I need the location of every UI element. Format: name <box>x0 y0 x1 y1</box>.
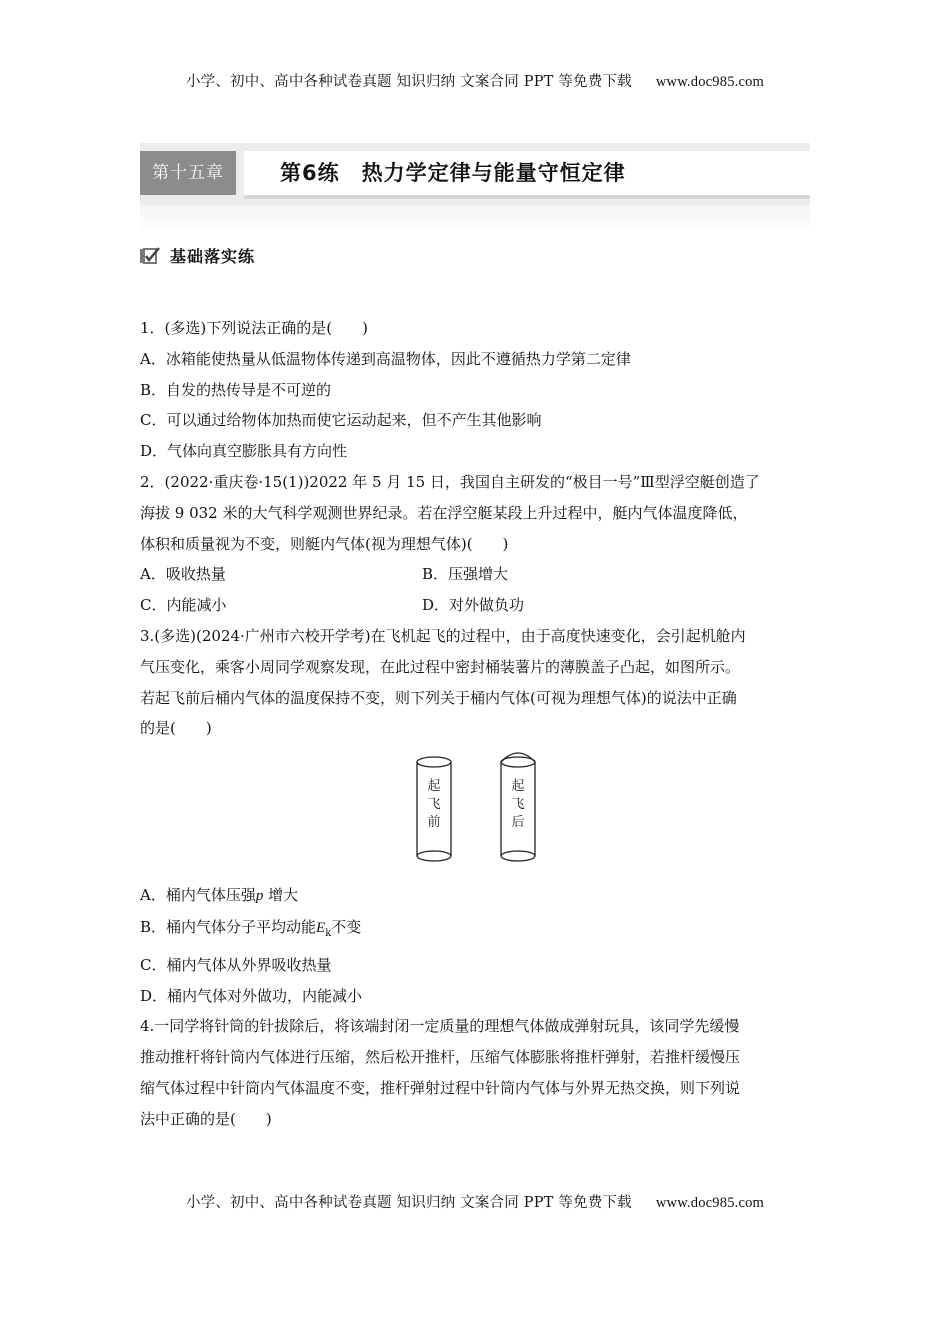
q1-option-c: C．可以通过给物体加热而使它运动起来，但不产生其他影响 <box>140 411 542 430</box>
q2-options-row-2 <box>140 590 812 621</box>
page-title: 第6练 热力学定律与能量守恒定律 <box>280 161 626 185</box>
page-footer <box>0 1191 950 1212</box>
q3-b-tail: 不变 <box>331 917 362 936</box>
q4-line-4: 法中正确的是( ) <box>140 1109 272 1128</box>
q2-line-2: 海拔 9 032 米的大气科学观测世界纪录。若在浮空艇某段上升过程中，艇内气体温度降低， <box>140 503 748 522</box>
q2-option-b: B．压强增大 <box>422 565 509 584</box>
before-label-2: 飞 <box>427 797 441 813</box>
q3-option-c: C．桶内气体从外界吸收热量 <box>140 955 332 974</box>
after-label-2: 飞 <box>511 797 525 813</box>
q3-b-text: B．桶内气体分子平均动能 <box>140 917 317 936</box>
q3-b-var: E <box>316 919 326 936</box>
q3-option-a <box>140 880 812 912</box>
q3-a-tail: 增大 <box>263 886 299 905</box>
section-heading <box>140 244 280 270</box>
q2-option-c: C．内能减小 <box>140 596 227 615</box>
footer-text: 小学、初中、高中各种试卷真题 知识归纳 文案合同 PPT 等免费下载 <box>185 1195 632 1211</box>
q3-a-text: A．桶内气体压强 <box>140 886 256 905</box>
q1-option-b: B．自发的热传导是不可逆的 <box>140 380 332 399</box>
q3-line-3: 若起飞前后桶内气体的温度保持不变，则下列关于桶内气体(可视为理想气体)的说法中正确 <box>140 688 737 707</box>
q1-stem: 1．(多选)下列说法正确的是( ) <box>140 319 368 337</box>
q2-option-d: D．对外做负功 <box>422 596 525 615</box>
chapter-banner <box>140 143 810 233</box>
q4-line-3: 缩气体过程中针筒内气体温度不变，推杆弹射过程中针筒内气体与外界无热交换，则下列说 <box>140 1078 741 1097</box>
section-label: 基础落实练 <box>170 247 256 266</box>
q4-line-2: 推动推杆将针筒内气体进行压缩，然后松开推杆，压缩气体膨胀将推杆弹射，若推杆缓慢压 <box>140 1048 741 1067</box>
q1-option-a: A．冰箱能使热量从低温物体传递到高温物体，因此不遵循热力学第二定律 <box>140 349 631 368</box>
q4-line-1: 4.一同学将针筒的针拔除后，将该端封闭一定质量的理想气体做成弹射玩具，该同学先缓慢 <box>140 1017 740 1036</box>
q3-b-sub: k <box>325 927 332 939</box>
q3-line-4: 的是( ) <box>140 719 212 738</box>
title-box <box>244 151 810 199</box>
header-text: 小学、初中、高中各种试卷真题 知识归纳 文案合同 PPT 等免费下载 <box>185 74 632 90</box>
page-header <box>0 70 950 91</box>
question-body <box>140 313 812 1135</box>
q2-options-row-1 <box>140 559 812 590</box>
check-icon <box>140 247 160 265</box>
footer-site[interactable]: www.doc985.com <box>655 1195 765 1211</box>
q3-option-b <box>140 912 812 950</box>
q2-option-a: A．吸收热量 <box>140 565 226 584</box>
before-label-3: 前 <box>427 815 441 831</box>
q3-figure <box>140 750 812 878</box>
q3-line-1: 3.(多选)(2024·广州市六校开学考)在飞机起飞的过程中，由于高度快速变化，会引起机舱内 <box>140 626 746 645</box>
before-label-1: 起 <box>427 779 441 795</box>
after-label-3: 后 <box>511 815 525 831</box>
banner-shadow <box>140 205 810 233</box>
q3-a-var: p <box>255 888 264 905</box>
chapter-label: 第十五章 <box>140 151 236 195</box>
chip-tubes-diagram <box>412 750 552 868</box>
q1-option-d: D．气体向真空膨胀具有方向性 <box>140 442 348 461</box>
after-label-1: 起 <box>511 779 525 795</box>
q3-line-2: 气压变化，乘客小周同学观察发现，在此过程中密封桶装薯片的薄膜盖子凸起，如图所示。 <box>140 657 741 676</box>
q3-option-d: D．桶内气体对外做功，内能减小 <box>140 986 363 1005</box>
header-site[interactable]: www.doc985.com <box>655 74 765 90</box>
q2-line-1: 2．(2022·重庆卷·15(1))2022 年 5 月 15 日，我国自主研发的“极目一号”Ⅲ型浮空艇创造了 <box>140 472 760 491</box>
q2-line-3: 体积和质量视为不变，则艇内气体(视为理想气体)( ) <box>140 534 509 553</box>
